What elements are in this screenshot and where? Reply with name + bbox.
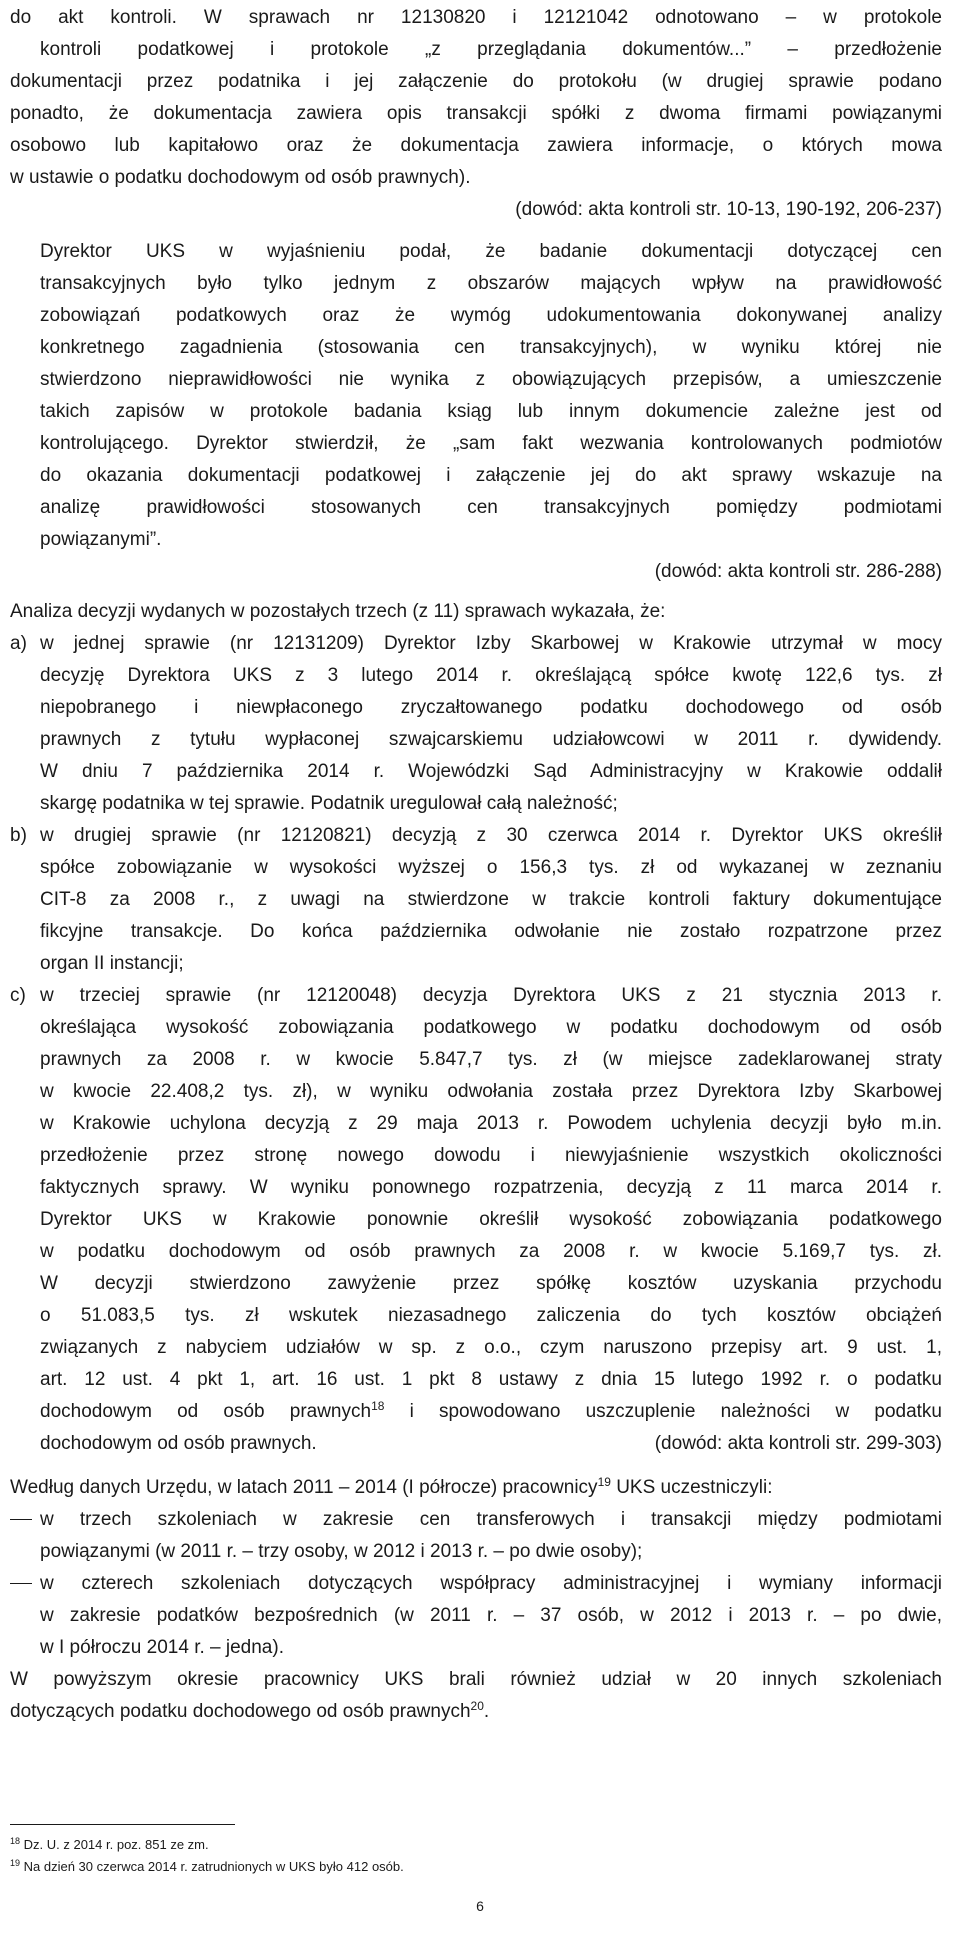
text-line: w czterech szkoleniach dotyczących współpracy administracyjnej i wymiany informacji <box>40 1573 942 1594</box>
text-line: kontrolującego. Dyrektor stwierdził, że „sam fakt wezwania kontrolowanych podmiotów <box>40 433 942 454</box>
footnote-separator <box>10 1824 235 1825</box>
text-line: spółce zobowiązanie w wysokości wyższej o 156,3 tys. zł od wykazanej w zeznaniu <box>40 857 942 878</box>
text-line: w zakresie podatków bezpośrednich (w 2011 r. – 37 osób, w 2012 i 2013 r. – po dwie, <box>40 1605 942 1626</box>
footnote-number: 19 <box>10 1858 21 1868</box>
text-line: o 51.083,5 tys. zł wskutek niezasadnego zaliczenia do tych kosztów obciążeń <box>40 1305 942 1326</box>
page-number: 6 <box>476 1898 484 1914</box>
text-line: kontroli podatkowej i protokole „z przeglądania dokumentów...” – przedłożenie <box>40 39 942 60</box>
text-line: konkretnego zagadnienia (stosowania cen transakcyjnych), w wyniku której nie <box>40 337 942 358</box>
text-line: Dyrektor UKS w wyjaśnieniu podał, że badanie dokumentacji dotyczącej cen <box>40 241 942 262</box>
text-line: analizę prawidłowości stosowanych cen transakcyjnych pomiędzy podmiotami <box>40 497 942 518</box>
closing-paragraph <box>10 1664 942 1728</box>
list-item-text <box>40 628 942 820</box>
footnote-ref: 18 <box>371 1399 385 1413</box>
text-line: w ustawie o podatku dochodowym od osób prawnych). <box>10 167 471 188</box>
dash-bullet <box>10 1583 32 1584</box>
text-line: powiązanymi (w 2011 r. – trzy osoby, w 2012 i 2013 r. – po dwie osoby); <box>40 1541 643 1562</box>
text-line: dokumentacji przez podatnika i jej załączenie do protokołu (w drugiej sprawie podano <box>10 71 942 92</box>
text-line: w I półroczu 2014 r. – jedna). <box>40 1637 284 1658</box>
text-line: decyzję Dyrektora UKS z 3 lutego 2014 r. określającą spółce kwotę 122,6 tys. zł <box>40 665 942 686</box>
director-explanation-paragraph <box>40 236 942 556</box>
footnote <box>10 1858 404 1876</box>
text-segment: Według danych Urzędu, w latach 2011 – 2014 (I półrocze) pracownicy <box>10 1477 598 1498</box>
text-line: w podatku dochodowym od osób prawnych za 2008 r. w kwocie 5.169,7 tys. zł. <box>40 1241 942 1262</box>
list-item <box>10 628 942 820</box>
text-line: w trzeciej sprawie (nr 12120048) decyzja Dyrektora UKS z 21 stycznia 2013 r. <box>40 985 942 1006</box>
text-line: zobowiązań podatkowych oraz że wymóg udokumentowania dokonywanej analizy <box>40 305 942 326</box>
text-line: w trzech szkoleniach w zakresie cen transferowych i transakcji między podmiotami <box>40 1509 942 1530</box>
text-line: ponadto, że dokumentacja zawiera opis transakcji spółki z dwoma firmami powiązanymi <box>10 103 942 124</box>
text-line: do okazania dokumentacji podatkowej i załączenie jej do akt sprawy wskazuje na <box>40 465 942 486</box>
text-line: w jednej sprawie (nr 12131209) Dyrektor Izby Skarbowej w Krakowie utrzymał w mocy <box>40 633 942 654</box>
list-item <box>10 1504 942 1568</box>
text-line: takich zapisów w protokole badania ksiąg lub innym dokumencie zależne jest od <box>40 401 942 422</box>
text-line: fikcyjne transakcje. Do końca października odwołanie nie zostało rozpatrzone przez <box>40 921 942 942</box>
text-line: dochodowym od osób prawnych. <box>40 1433 317 1454</box>
list-marker: b) <box>10 825 27 846</box>
training-intro <box>10 1472 942 1504</box>
text-line: prawnych za 2008 r. w kwocie 5.847,7 tys. zł (w miejsce zadeklarowanej straty <box>40 1049 942 1070</box>
evidence-reference: (dowód: akta kontroli str. 286-288) <box>654 561 942 582</box>
intro-paragraph <box>10 2 942 194</box>
footnote-text: Na dzień 30 czerwca 2014 r. zatrudnionych w UKS było 412 osób. <box>23 1859 404 1874</box>
text-line: CIT-8 za 2008 r., z uwagi na stwierdzone w trakcie kontroli faktury dokumentujące <box>40 889 942 910</box>
text-line: transakcyjnych było tylko jednym z obszarów mających wpływ na prawidłowość <box>40 273 942 294</box>
list-item-text <box>40 820 942 980</box>
list-marker: a) <box>10 633 27 654</box>
list-item-text <box>40 1504 942 1568</box>
text-line: osobowo lub kapitałowo oraz że dokumentacja zawiera informacje, o których mowa <box>10 135 942 156</box>
text-line: W powyższym okresie pracownicy UKS brali również udział w 20 innych szkoleniach <box>10 1669 942 1690</box>
text-segment: dotyczących podatku dochodowego od osób prawnych <box>10 1701 471 1722</box>
text-line: W decyzji stwierdzono zawyżenie przez spółkę kosztów uzyskania przychodu <box>40 1273 942 1294</box>
list-item <box>10 820 942 980</box>
list-marker: c) <box>10 985 26 1006</box>
footnote-number: 18 <box>10 1836 21 1846</box>
list-item-text <box>40 980 942 1460</box>
text-segment: i spowodowano uszczuplenie należności w podatku <box>384 1401 942 1422</box>
text-line: przedłożenie przez stronę nowego dowodu i niewyjaśnienie wszystkich okoliczności <box>40 1145 942 1166</box>
text-line: skargę podatnika w tej sprawie. Podatnik uregulował całą należność; <box>40 793 618 814</box>
text-line: powiązanymi”. <box>40 529 162 550</box>
list-item-text <box>40 1568 942 1664</box>
footnote-text: Dz. U. z 2014 r. poz. 851 ze zm. <box>23 1837 209 1852</box>
text-line: Dyrektor UKS w Krakowie ponownie określił wysokość zobowiązania podatkowego <box>40 1209 942 1230</box>
text-line: do akt kontroli. W sprawach nr 12130820 i 12121042 odnotowano – w protokole <box>10 7 942 28</box>
text-line: stwierdzono nieprawidłowości nie wynika z obowiązujących przepisów, a umieszczenie <box>40 369 942 390</box>
text-line: faktycznych sprawy. W wyniku ponownego rozpatrzenia, decyzją z 11 marca 2014 r. <box>40 1177 942 1198</box>
dash-bullet <box>10 1519 32 1520</box>
analysis-intro: Analiza decyzji wydanych w pozostałych trzech (z 11) sprawach wykazała, że: <box>10 601 666 622</box>
text-line: w kwocie 22.408,2 tys. zł), w wyniku odwołania została przez Dyrektora Izby Skarbowej <box>40 1081 942 1102</box>
text-line: dotyczących podatku dochodowego od osób prawnych$^{20}$. <box>10 1699 490 1722</box>
footnote-ref: 20 <box>470 1699 484 1713</box>
text-segment: UKS uczestniczyli: <box>610 1477 773 1498</box>
text-line: organ II instancji; <box>40 953 184 974</box>
text-line: niepobranego i niewpłaconego zryczałtowanego podatku dochodowego od osób <box>40 697 942 718</box>
text-segment: dochodowym od osób prawnych <box>40 1401 372 1422</box>
text-line: związanych z nabyciem udziałów w sp. z o.o., czym naruszono przepisy art. 9 ust. 1, <box>40 1337 942 1358</box>
text-line: w Krakowie uchylona decyzją z 29 maja 2013 r. Powodem uchylenia decyzji było m.in. <box>40 1113 942 1134</box>
text-line: W dniu 7 października 2014 r. Wojewódzki Sąd Administracyjny w Krakowie oddalił <box>40 761 942 782</box>
evidence-reference: (dowód: akta kontroli str. 299-303) <box>654 1433 942 1454</box>
text-line: w drugiej sprawie (nr 12120821) decyzją z 30 czerwca 2014 r. Dyrektor UKS określił <box>40 825 942 846</box>
footnote <box>10 1836 209 1854</box>
text-line: określająca wysokość zobowiązania podatkowego w podatku dochodowym od osób <box>40 1017 942 1038</box>
list-item <box>10 1568 942 1664</box>
text-line: art. 12 ust. 4 pkt 1, art. 16 ust. 1 pkt 8 ustawy z dnia 15 lutego 1992 r. o podatku <box>40 1369 942 1390</box>
footnote-ref: 19 <box>597 1475 611 1489</box>
text-line <box>40 1396 942 1428</box>
evidence-reference: (dowód: akta kontroli str. 10-13, 190-192, 206-237) <box>515 199 942 220</box>
text-line: prawnych z tytułu wypłaconej szwajcarskiemu udziałowcowi w 2011 r. dywidendy. <box>40 729 942 750</box>
